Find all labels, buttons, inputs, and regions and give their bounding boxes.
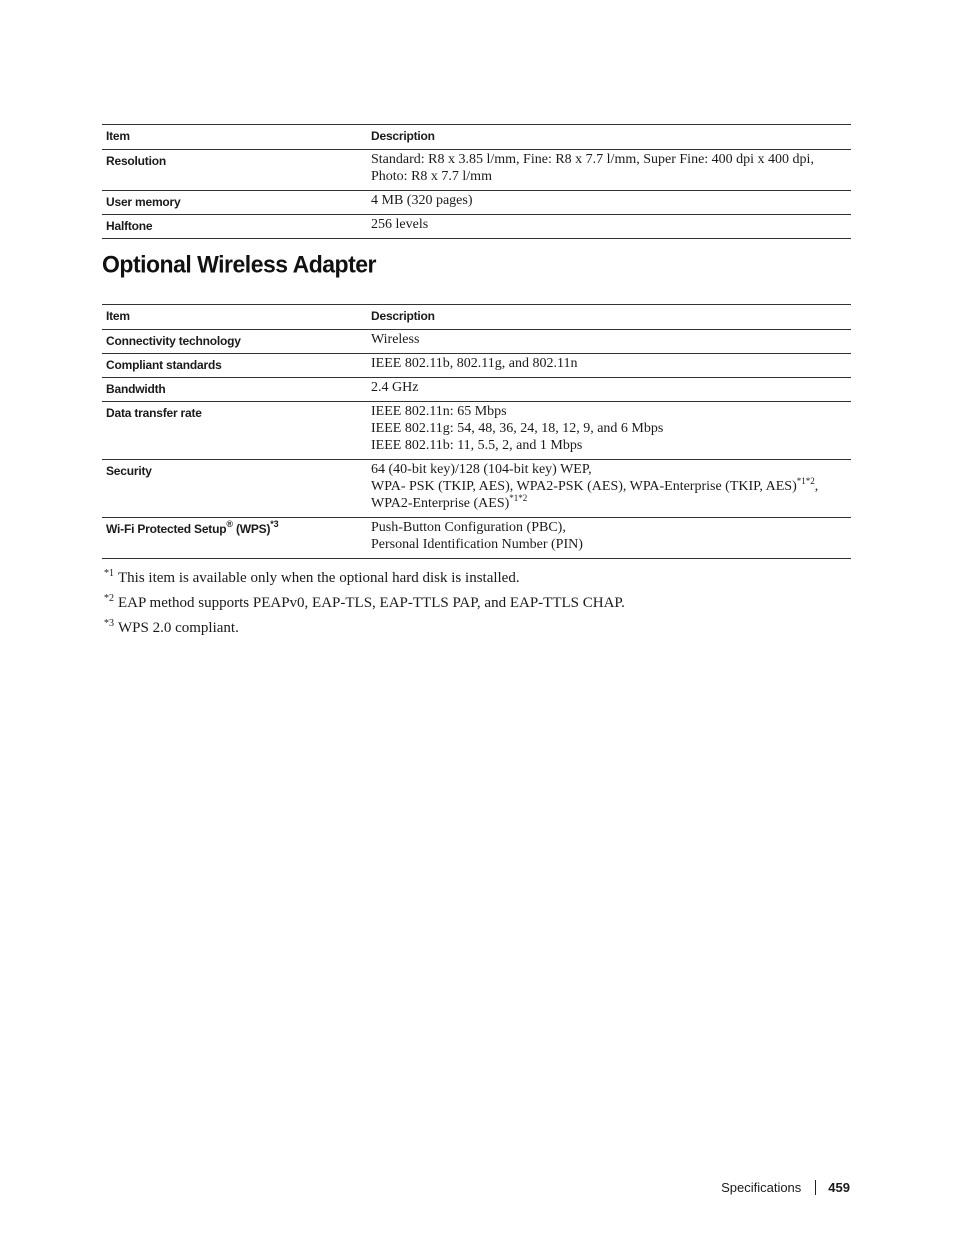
table-row — [102, 354, 851, 378]
footnote-text: EAP method supports PEAPv0, EAP-TLS, EAP-TTLS PAP, and EAP-TTLS CHAP. — [118, 595, 625, 611]
footnote-text: WPS 2.0 compliant. — [118, 620, 239, 636]
row-description — [367, 378, 851, 402]
row-item-resolution: Resolution — [102, 150, 367, 191]
item-text: Wi-Fi Protected Setup — [106, 522, 227, 536]
table-header-row — [102, 305, 851, 330]
footnote-mark: *3 — [104, 618, 114, 629]
item-text-tail: (WPS) — [232, 522, 271, 536]
description-line: 4 MB (320 pages) — [371, 193, 473, 208]
row-description — [367, 518, 851, 559]
description-line: Photo: R8 x 7.7 l/mm — [371, 169, 492, 184]
footer-section-name: Specifications — [721, 1180, 802, 1195]
section-title: Optional Wireless Adapter — [102, 250, 377, 278]
footnote-mark: *2 — [104, 593, 114, 604]
wireless-specs-table — [102, 304, 851, 559]
row-item-standards: Compliant standards — [102, 354, 367, 378]
table-row — [102, 330, 851, 354]
footer-divider — [815, 1180, 816, 1195]
row-item-security: Security — [102, 460, 367, 518]
description-line: 2.4 GHz — [371, 380, 419, 395]
column-header-description: Description — [367, 305, 851, 330]
row-description — [367, 215, 851, 239]
column-header-item: Item — [102, 305, 367, 330]
footnote-text: This item is available only when the optional hard disk is installed. — [118, 570, 520, 586]
punctuation: , — [814, 479, 819, 494]
description-line: 64 (40-bit key)/128 (104-bit key) WEP, — [371, 462, 592, 477]
description-line: Personal Identification Number (PIN) — [371, 537, 583, 552]
description-line — [371, 495, 851, 512]
footnote-ref: *1*2 — [509, 493, 528, 503]
table-row — [102, 215, 851, 239]
row-item-bandwidth: Bandwidth — [102, 378, 367, 402]
column-header-description: Description — [367, 125, 851, 150]
footnote-2 — [104, 595, 625, 612]
description-line: 256 levels — [371, 217, 429, 232]
column-header-item: Item — [102, 125, 367, 150]
description-line: IEEE 802.11g: 54, 48, 36, 24, 18, 12, 9, and 6 Mbps — [371, 421, 664, 436]
row-item-connectivity: Connectivity technology — [102, 330, 367, 354]
row-description — [367, 150, 851, 191]
row-item-user-memory: User memory — [102, 191, 367, 215]
description-line — [371, 478, 851, 495]
description-line: IEEE 802.11b, 802.11g, and 802.11n — [371, 356, 578, 371]
description-line: Standard: R8 x 3.85 l/mm, Fine: R8 x 7.7 l/mm, Super Fine: 400 dpi x 400 dpi, — [371, 152, 814, 167]
page-number: 459 — [828, 1180, 850, 1195]
footnote-ref: *1*2 — [796, 476, 815, 486]
table-row — [102, 402, 851, 460]
print-specs-table — [102, 124, 851, 239]
description-line: Push-Button Configuration (PBC), — [371, 520, 566, 535]
description-text: WPA- PSK (TKIP, AES), WPA2-PSK (AES), WPA-Enterprise (TKIP, AES) — [371, 479, 797, 494]
page-footer — [721, 1180, 850, 1195]
description-line: IEEE 802.11b: 11, 5.5, 2, and 1 Mbps — [371, 438, 583, 453]
row-description — [367, 354, 851, 378]
footnote-ref: *3 — [270, 519, 279, 529]
row-description — [367, 460, 851, 518]
row-description — [367, 330, 851, 354]
table-row — [102, 191, 851, 215]
row-description — [367, 191, 851, 215]
footnote-1 — [104, 570, 520, 587]
registered-mark: ® — [226, 519, 233, 529]
description-text: WPA2-Enterprise (AES) — [371, 496, 510, 511]
row-item-wps — [102, 518, 367, 559]
description-line: IEEE 802.11n: 65 Mbps — [371, 404, 507, 419]
table-row — [102, 150, 851, 191]
row-item-halftone: Halftone — [102, 215, 367, 239]
table-row — [102, 378, 851, 402]
footnote-3 — [104, 620, 239, 637]
description-line: Wireless — [371, 332, 420, 347]
row-description — [367, 402, 851, 460]
table-row — [102, 460, 851, 518]
table-header-row — [102, 125, 851, 150]
row-item-transfer-rate: Data transfer rate — [102, 402, 367, 460]
footnote-mark: *1 — [104, 568, 114, 579]
table-row — [102, 518, 851, 559]
